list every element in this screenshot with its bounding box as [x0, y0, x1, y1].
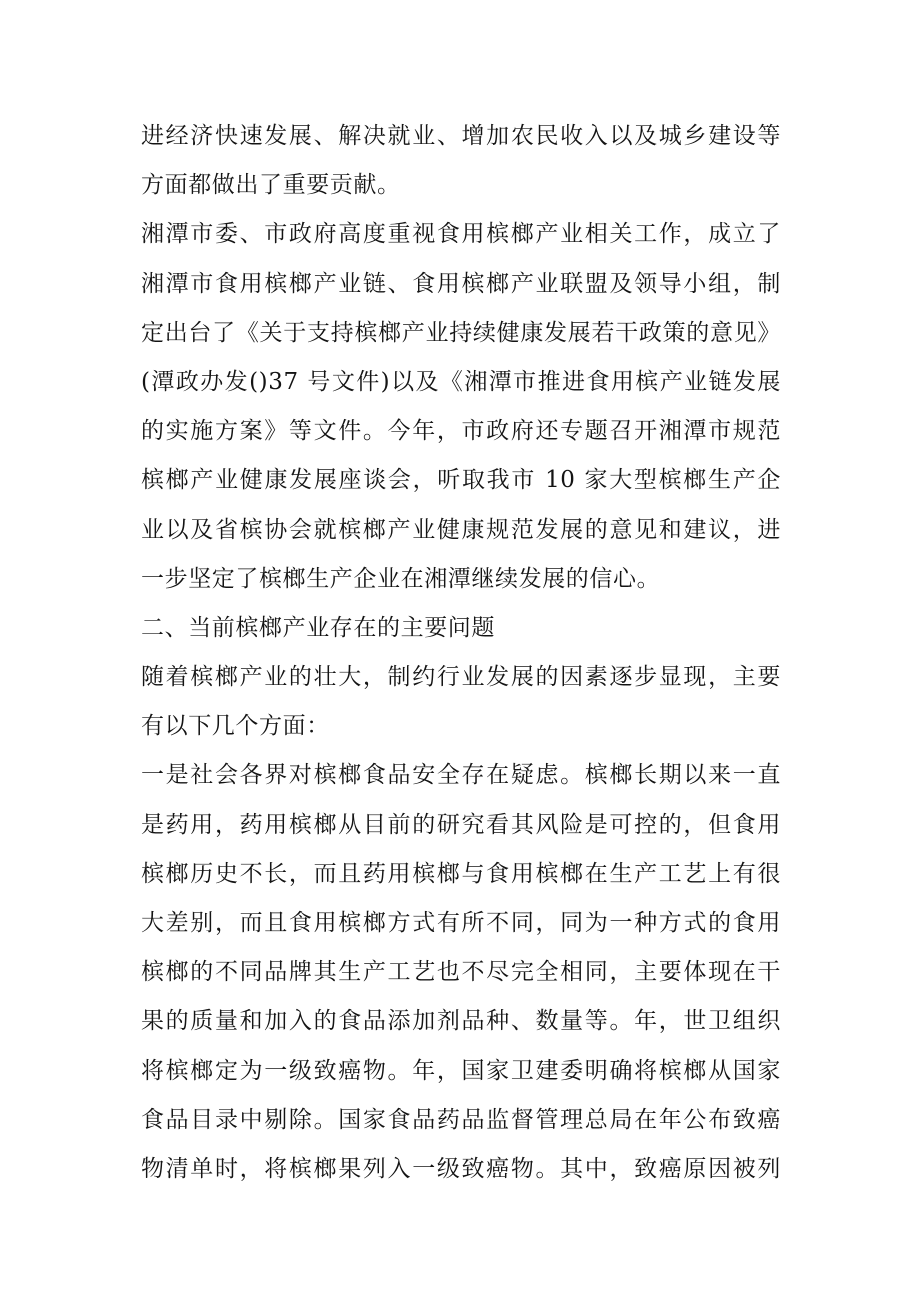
text-line: 湘潭市委、市政府高度重视食用槟榔产业相关工作，成立了: [141, 221, 781, 248]
text-line: 一是社会各界对槟榔食品安全存在疑虑。槟榔长期以来一直: [141, 762, 781, 789]
text-line: 进经济快速发展、解决就业、增加农民收入以及城乡建设等: [141, 123, 781, 149]
text-line: 随着槟榔产业的壮大，制约行业发展的因素逐步显现，主要: [141, 664, 781, 691]
text-line: 槟榔历史不长，而且药用槟榔与食用槟榔在生产工艺上有很: [141, 860, 781, 887]
text-line: 业以及省槟协会就槟榔产业健康规范发展的意见和建议，进: [141, 516, 781, 543]
text-line: 物清单时，将槟榔果列入一级致癌物。其中，致癌原因被列: [141, 1155, 781, 1182]
text-line: 果的质量和加入的食品添加剂品种、数量等。年，世卫组织: [141, 1008, 781, 1035]
text-line: 一步坚定了槟榔生产企业在湘潭继续发展的信心。: [141, 565, 661, 592]
text-line: 定出台了《关于支持槟榔产业持续健康发展若干政策的意见》: [141, 319, 781, 346]
text-line: 是药用，药用槟榔从目前的研究看其风险是可控的，但食用: [141, 811, 781, 838]
document-body: [141, 112, 781, 1194]
text-line: 有以下几个方面：: [141, 713, 330, 740]
text-line: 湘潭市食用槟榔产业链、食用槟榔产业联盟及领导小组，制: [141, 270, 781, 297]
text-line: 的实施方案》等文件。今年，市政府还专题召开湘潭市规范: [141, 418, 781, 445]
text-line: 将槟榔定为一级致癌物。年，国家卫建委明确将槟榔从国家: [141, 1057, 781, 1084]
text-line: 食品目录中剔除。国家食品药品监督管理总局在年公布致癌: [141, 1106, 781, 1133]
text-line: (潭政办发()37 号文件)以及《湘潭市推进食用槟产业链发展: [141, 368, 781, 395]
text-line: 方面都做出了重要贡献。: [141, 172, 401, 199]
text-line: 大差别，而且食用槟榔方式有所不同，同为一种方式的食用: [141, 910, 781, 936]
text-line: 槟榔的不同品牌其生产工艺也不尽完全相同，主要体现在干: [141, 959, 781, 986]
section-heading: 二、当前槟榔产业存在的主要问题: [141, 614, 495, 641]
text-line: 槟榔产业健康发展座谈会，听取我市 10 家大型槟榔生产企: [141, 467, 781, 494]
